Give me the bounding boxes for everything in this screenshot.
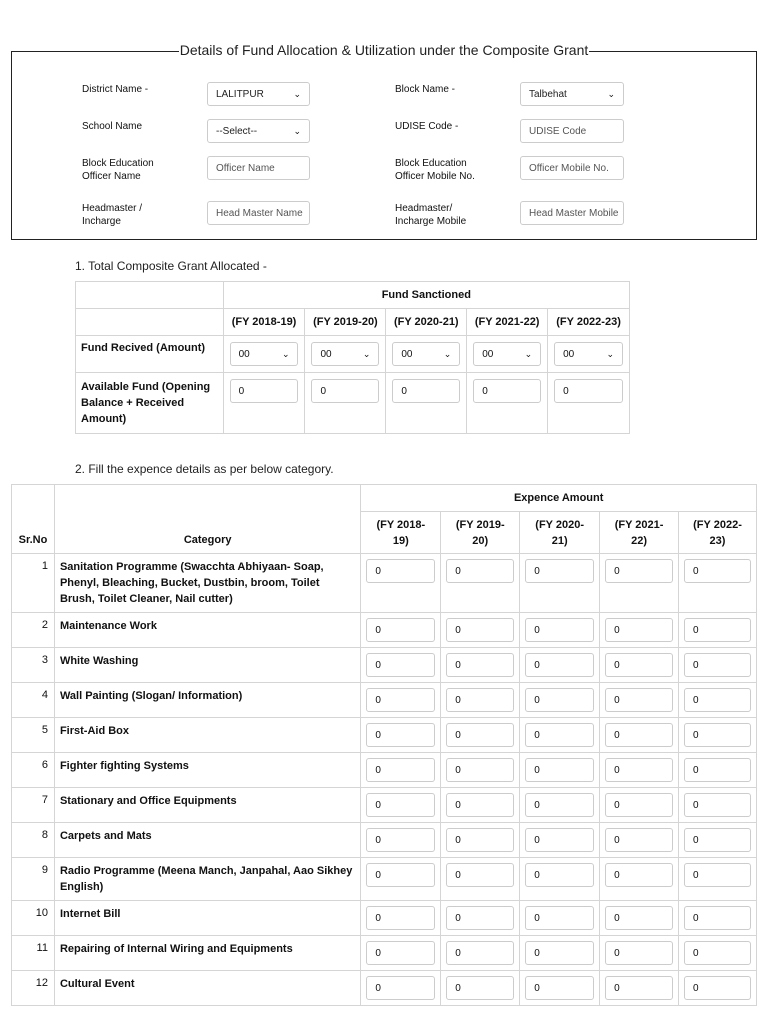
expense-value: 0 — [534, 565, 540, 577]
expense-input[interactable] — [446, 941, 514, 965]
expense-value: 0 — [534, 659, 540, 671]
expense-cell — [600, 936, 679, 971]
expense-cell — [441, 788, 520, 823]
expense-row — [12, 936, 757, 971]
available-input[interactable] — [554, 379, 623, 403]
beo-name-input[interactable]: Officer Name — [207, 156, 310, 180]
district-select[interactable]: LALITPUR ⌄ — [207, 82, 310, 106]
row-srno: 1 — [12, 554, 55, 613]
hm-mobile-label: Headmaster/ Incharge Mobile — [395, 203, 467, 227]
expense-input[interactable] — [605, 906, 673, 930]
expense-input[interactable] — [366, 941, 435, 965]
expense-value: 0 — [375, 912, 381, 924]
grant-year-header: (FY 2018-19) — [223, 309, 305, 336]
row-category: Repairing of Internal Wiring and Equipments — [54, 936, 360, 971]
expense-input[interactable] — [684, 941, 751, 965]
row-category: Radio Programme (Meena Manch, Janpahal, Aao Sikhey English) — [54, 858, 360, 901]
expense-value: 0 — [693, 565, 699, 577]
expense-cell — [679, 858, 757, 901]
expense-cell — [441, 901, 520, 936]
expense-value: 0 — [375, 982, 381, 994]
row-srno: 12 — [12, 971, 55, 1006]
expense-cell — [441, 613, 520, 648]
expense-input[interactable] — [366, 976, 435, 1000]
expense-cell — [361, 554, 441, 613]
chevron-down-icon: ⌄ — [281, 348, 290, 359]
expense-input[interactable] — [446, 863, 514, 887]
chevron-down-icon: ⌄ — [606, 348, 614, 359]
expense-row — [12, 683, 757, 718]
received-value: 00 — [320, 348, 332, 360]
chevron-down-icon: ⌄ — [293, 88, 301, 99]
expense-year-header: (FY 2018-19) — [361, 512, 441, 554]
expense-cell — [441, 554, 520, 613]
expense-cell — [361, 613, 441, 648]
row-srno: 7 — [12, 788, 55, 823]
hm-name-input[interactable]: Head Master Name — [207, 201, 310, 225]
available-input[interactable] — [230, 379, 299, 403]
expense-cell — [600, 753, 679, 788]
available-value: 0 — [320, 385, 327, 397]
expense-value: 0 — [693, 624, 699, 636]
expense-value: 0 — [614, 764, 620, 776]
expense-row — [12, 858, 757, 901]
expense-cell — [679, 901, 757, 936]
expense-value: 0 — [614, 982, 620, 994]
expense-input[interactable] — [605, 828, 673, 852]
expense-cell — [520, 823, 600, 858]
expense-input[interactable] — [525, 758, 594, 782]
beo-name-label: Block Education Officer Name — [82, 158, 154, 182]
expense-cell — [600, 971, 679, 1006]
expense-input[interactable] — [366, 793, 435, 817]
grant-table — [75, 281, 630, 434]
expense-value: 0 — [614, 624, 620, 636]
expense-value: 0 — [375, 729, 381, 741]
received-value: 00 — [401, 348, 413, 360]
expense-cell — [600, 554, 679, 613]
expense-cell — [520, 936, 600, 971]
expense-cell — [520, 788, 600, 823]
expense-input[interactable] — [684, 976, 751, 1000]
expense-value: 0 — [455, 729, 461, 741]
expense-input[interactable] — [605, 863, 673, 887]
expense-input[interactable] — [684, 688, 751, 712]
school-label: School Name — [82, 121, 143, 132]
expense-cell — [679, 788, 757, 823]
available-cell — [467, 373, 548, 434]
expense-header: Expence Amount — [361, 485, 757, 512]
row-category: Stationary and Office Equipments — [54, 788, 360, 823]
expense-cell — [361, 788, 441, 823]
received-cell — [305, 336, 386, 373]
expense-cell — [679, 648, 757, 683]
beo-mobile-label: Block Education Officer Mobile No. — [395, 158, 475, 182]
expense-row — [12, 788, 757, 823]
row-srno: 9 — [12, 858, 55, 901]
expense-value: 0 — [375, 694, 381, 706]
expense-cell — [679, 613, 757, 648]
expense-cell — [520, 718, 600, 753]
expense-input[interactable] — [525, 941, 594, 965]
received-value: 00 — [563, 348, 575, 360]
expense-value: 0 — [534, 869, 540, 881]
expense-cell — [679, 718, 757, 753]
received-value: 00 — [482, 348, 494, 360]
expense-value: 0 — [455, 694, 461, 706]
expense-input[interactable] — [446, 688, 514, 712]
expense-input[interactable] — [366, 758, 435, 782]
expense-value: 0 — [455, 982, 461, 994]
block-select[interactable]: Talbehat ⌄ — [520, 82, 624, 106]
expense-cell — [520, 971, 600, 1006]
received-select[interactable] — [554, 342, 623, 366]
expense-cell — [520, 648, 600, 683]
expense-input[interactable] — [446, 793, 514, 817]
expense-value: 0 — [534, 799, 540, 811]
expense-value: 0 — [375, 834, 381, 846]
expense-cell — [361, 683, 441, 718]
expense-cell — [361, 971, 441, 1006]
expense-year-header: (FY 2020-21) — [520, 512, 600, 554]
expense-cell — [679, 971, 757, 1006]
expense-input[interactable] — [446, 976, 514, 1000]
grant-header: Fund Sanctioned — [223, 282, 629, 309]
expense-value: 0 — [534, 912, 540, 924]
expense-input[interactable] — [684, 559, 751, 583]
expense-input[interactable] — [605, 723, 673, 747]
expense-cell — [441, 753, 520, 788]
expense-value: 0 — [534, 764, 540, 776]
expense-value: 0 — [375, 869, 381, 881]
row-category: Maintenance Work — [54, 613, 360, 648]
grant-empty-header — [76, 282, 224, 309]
expense-input[interactable] — [446, 723, 514, 747]
available-input[interactable] — [473, 379, 541, 403]
expense-value: 0 — [614, 869, 620, 881]
available-value: 0 — [238, 385, 245, 397]
grant-empty-header — [76, 309, 224, 336]
row-category: First-Aid Box — [54, 718, 360, 753]
received-label: Fund Recived (Amount) — [76, 336, 224, 373]
expense-input[interactable] — [684, 863, 751, 887]
expense-cell — [441, 971, 520, 1006]
expense-value: 0 — [534, 729, 540, 741]
expense-row — [12, 648, 757, 683]
district-label: District Name - — [82, 84, 149, 95]
expense-table — [11, 484, 757, 1006]
expense-value: 0 — [455, 834, 461, 846]
expense-row — [12, 554, 757, 613]
expense-cell — [441, 683, 520, 718]
expense-value: 0 — [375, 764, 381, 776]
udise-label: UDISE Code - — [395, 121, 459, 132]
grant-section-title: 1. Total Composite Grant Allocated - — [75, 259, 267, 273]
expense-input[interactable] — [605, 653, 673, 677]
available-value: 0 — [482, 385, 488, 397]
expense-input[interactable] — [684, 906, 751, 930]
expense-input[interactable] — [446, 828, 514, 852]
expense-value: 0 — [693, 982, 699, 994]
expense-input[interactable] — [525, 906, 594, 930]
expense-section-title: 2. Fill the expence details as per below category. — [75, 462, 334, 476]
beo-mobile-input[interactable]: Officer Mobile No. — [520, 156, 624, 180]
expense-input[interactable] — [684, 653, 751, 677]
row-srno: 11 — [12, 936, 55, 971]
expense-row — [12, 718, 757, 753]
expense-cell — [361, 901, 441, 936]
available-cell — [548, 373, 630, 434]
expense-cell — [679, 823, 757, 858]
expense-row — [12, 901, 757, 936]
expense-cell — [520, 554, 600, 613]
expense-value: 0 — [693, 659, 699, 671]
expense-value: 0 — [534, 982, 540, 994]
hm-mobile-input[interactable]: Head Master Mobile — [520, 201, 624, 225]
expense-value: 0 — [693, 764, 699, 776]
row-category: White Washing — [54, 648, 360, 683]
expense-input[interactable] — [684, 828, 751, 852]
expense-row — [12, 753, 757, 788]
row-srno: 4 — [12, 683, 55, 718]
received-cell — [223, 336, 305, 373]
expense-input[interactable] — [446, 559, 514, 583]
expense-input[interactable] — [525, 688, 594, 712]
available-label: Available Fund (Opening Balance + Received Amount) — [76, 373, 224, 434]
row-category: Fighter fighting Systems — [54, 753, 360, 788]
available-value: 0 — [563, 385, 569, 397]
row-srno: 8 — [12, 823, 55, 858]
expense-row — [12, 613, 757, 648]
received-cell — [467, 336, 548, 373]
expense-value: 0 — [614, 694, 620, 706]
available-cell — [305, 373, 386, 434]
expense-cell — [520, 613, 600, 648]
received-select[interactable] — [311, 342, 379, 366]
available-value: 0 — [401, 385, 407, 397]
chevron-down-icon: ⌄ — [362, 348, 371, 359]
expense-value: 0 — [614, 912, 620, 924]
udise-input[interactable]: UDISE Code — [520, 119, 624, 143]
available-cell — [386, 373, 467, 434]
available-cell — [223, 373, 305, 434]
expense-cell — [361, 718, 441, 753]
grant-year-header: (FY 2020-21) — [386, 309, 467, 336]
grant-year-header: (FY 2022-23) — [548, 309, 630, 336]
expense-cell — [679, 936, 757, 971]
expense-input[interactable] — [684, 723, 751, 747]
row-srno: 5 — [12, 718, 55, 753]
expense-input[interactable] — [366, 618, 435, 642]
expense-value: 0 — [693, 729, 699, 741]
expense-cell — [441, 823, 520, 858]
expense-input[interactable] — [366, 559, 435, 583]
expense-input[interactable] — [446, 906, 514, 930]
expense-input[interactable] — [366, 653, 435, 677]
expense-input[interactable] — [605, 941, 673, 965]
expense-cell — [520, 858, 600, 901]
row-srno: 3 — [12, 648, 55, 683]
expense-cell — [441, 718, 520, 753]
expense-cell — [520, 683, 600, 718]
expense-input[interactable] — [605, 976, 673, 1000]
expense-cell — [441, 648, 520, 683]
school-select[interactable]: --Select-- ⌄ — [207, 119, 310, 143]
expense-year-header: (FY 2022-23) — [679, 512, 757, 554]
expense-input[interactable] — [525, 863, 594, 887]
expense-cell — [361, 648, 441, 683]
row-srno: 2 — [12, 613, 55, 648]
expense-cell — [361, 753, 441, 788]
expense-input[interactable] — [446, 758, 514, 782]
expense-value: 0 — [455, 659, 461, 671]
expense-cell — [679, 683, 757, 718]
available-input[interactable] — [392, 379, 460, 403]
expense-input[interactable] — [366, 828, 435, 852]
expense-value: 0 — [455, 912, 461, 924]
expense-value: 0 — [614, 729, 620, 741]
expense-value: 0 — [375, 947, 381, 959]
expense-cell — [600, 788, 679, 823]
expense-value: 0 — [375, 659, 381, 671]
expense-value: 0 — [614, 947, 620, 959]
expense-value: 0 — [375, 799, 381, 811]
chevron-down-icon: ⌄ — [443, 348, 452, 359]
expense-value: 0 — [534, 624, 540, 636]
expense-cell — [600, 648, 679, 683]
expense-input[interactable] — [525, 618, 594, 642]
expense-row — [12, 971, 757, 1006]
expense-input[interactable] — [366, 863, 435, 887]
expense-input[interactable] — [366, 688, 435, 712]
expense-value: 0 — [455, 799, 461, 811]
expense-value: 0 — [614, 799, 620, 811]
expense-year-header: (FY 2021-22) — [600, 512, 679, 554]
grant-year-header: (FY 2021-22) — [467, 309, 548, 336]
expense-row — [12, 823, 757, 858]
expense-value: 0 — [693, 912, 699, 924]
received-cell — [386, 336, 467, 373]
expense-cell — [600, 858, 679, 901]
received-select[interactable] — [473, 342, 541, 366]
chevron-down-icon: ⌄ — [607, 88, 615, 99]
expense-input[interactable] — [605, 559, 673, 583]
expense-input[interactable] — [525, 723, 594, 747]
expense-value: 0 — [534, 834, 540, 846]
available-input[interactable] — [311, 379, 379, 403]
fieldset-legend: Details of Fund Allocation & Utilization under the Composite Grant — [179, 42, 589, 58]
expense-year-header: (FY 2019-20) — [441, 512, 520, 554]
received-select[interactable] — [230, 342, 299, 366]
row-category: Wall Painting (Slogan/ Information) — [54, 683, 360, 718]
expense-cell — [361, 936, 441, 971]
expense-input[interactable] — [605, 688, 673, 712]
expense-value: 0 — [534, 947, 540, 959]
expense-value: 0 — [375, 624, 381, 636]
chevron-down-icon: ⌄ — [524, 348, 533, 359]
expense-value: 0 — [693, 947, 699, 959]
expense-input[interactable] — [684, 758, 751, 782]
expense-value: 0 — [614, 834, 620, 846]
expense-input[interactable] — [525, 653, 594, 677]
expense-cell — [600, 718, 679, 753]
chevron-down-icon: ⌄ — [293, 125, 301, 136]
expense-value: 0 — [375, 565, 381, 577]
hm-name-label: Headmaster / Incharge — [82, 203, 143, 227]
expense-cell — [520, 901, 600, 936]
expense-input[interactable] — [446, 618, 514, 642]
row-srno: 10 — [12, 901, 55, 936]
expense-value: 0 — [455, 565, 461, 577]
expense-cell — [600, 613, 679, 648]
received-select[interactable] — [392, 342, 460, 366]
expense-input[interactable] — [366, 906, 435, 930]
expense-cell — [600, 683, 679, 718]
grant-year-header: (FY 2019-20) — [305, 309, 386, 336]
expense-value: 0 — [534, 694, 540, 706]
expense-value: 0 — [455, 869, 461, 881]
category-header: Category — [54, 485, 360, 554]
expense-value: 0 — [455, 624, 461, 636]
block-label: Block Name - — [395, 84, 456, 95]
expense-input[interactable] — [605, 758, 673, 782]
expense-cell — [441, 858, 520, 901]
expense-value: 0 — [455, 947, 461, 959]
expense-value: 0 — [693, 799, 699, 811]
row-category: Cultural Event — [54, 971, 360, 1006]
expense-cell — [600, 823, 679, 858]
expense-cell — [361, 823, 441, 858]
srno-header: Sr.No — [12, 485, 55, 554]
expense-value: 0 — [455, 764, 461, 776]
expense-input[interactable] — [605, 793, 673, 817]
received-cell — [548, 336, 630, 373]
row-category: Internet Bill — [54, 901, 360, 936]
expense-value: 0 — [693, 869, 699, 881]
expense-input[interactable] — [525, 559, 594, 583]
expense-input[interactable] — [605, 618, 673, 642]
expense-input[interactable] — [525, 793, 594, 817]
expense-value: 0 — [693, 834, 699, 846]
expense-value: 0 — [614, 565, 620, 577]
expense-cell — [520, 753, 600, 788]
expense-input[interactable] — [525, 976, 594, 1000]
received-value: 00 — [238, 348, 250, 360]
expense-cell — [600, 901, 679, 936]
expense-input[interactable] — [684, 618, 751, 642]
expense-cell — [441, 936, 520, 971]
expense-input[interactable] — [446, 653, 514, 677]
expense-value: 0 — [614, 659, 620, 671]
expense-cell — [679, 554, 757, 613]
row-category: Sanitation Programme (Swacchta Abhiyaan- Soap, Phenyl, Bleaching, Bucket, Dustbin, broom, Toilet Brush, Toilet Cleaner, Nail cutter) — [54, 554, 360, 613]
expense-value: 0 — [693, 694, 699, 706]
row-category: Carpets and Mats — [54, 823, 360, 858]
expense-cell — [361, 858, 441, 901]
row-srno: 6 — [12, 753, 55, 788]
expense-input[interactable] — [684, 793, 751, 817]
expense-cell — [679, 753, 757, 788]
expense-input[interactable] — [525, 828, 594, 852]
expense-input[interactable] — [366, 723, 435, 747]
